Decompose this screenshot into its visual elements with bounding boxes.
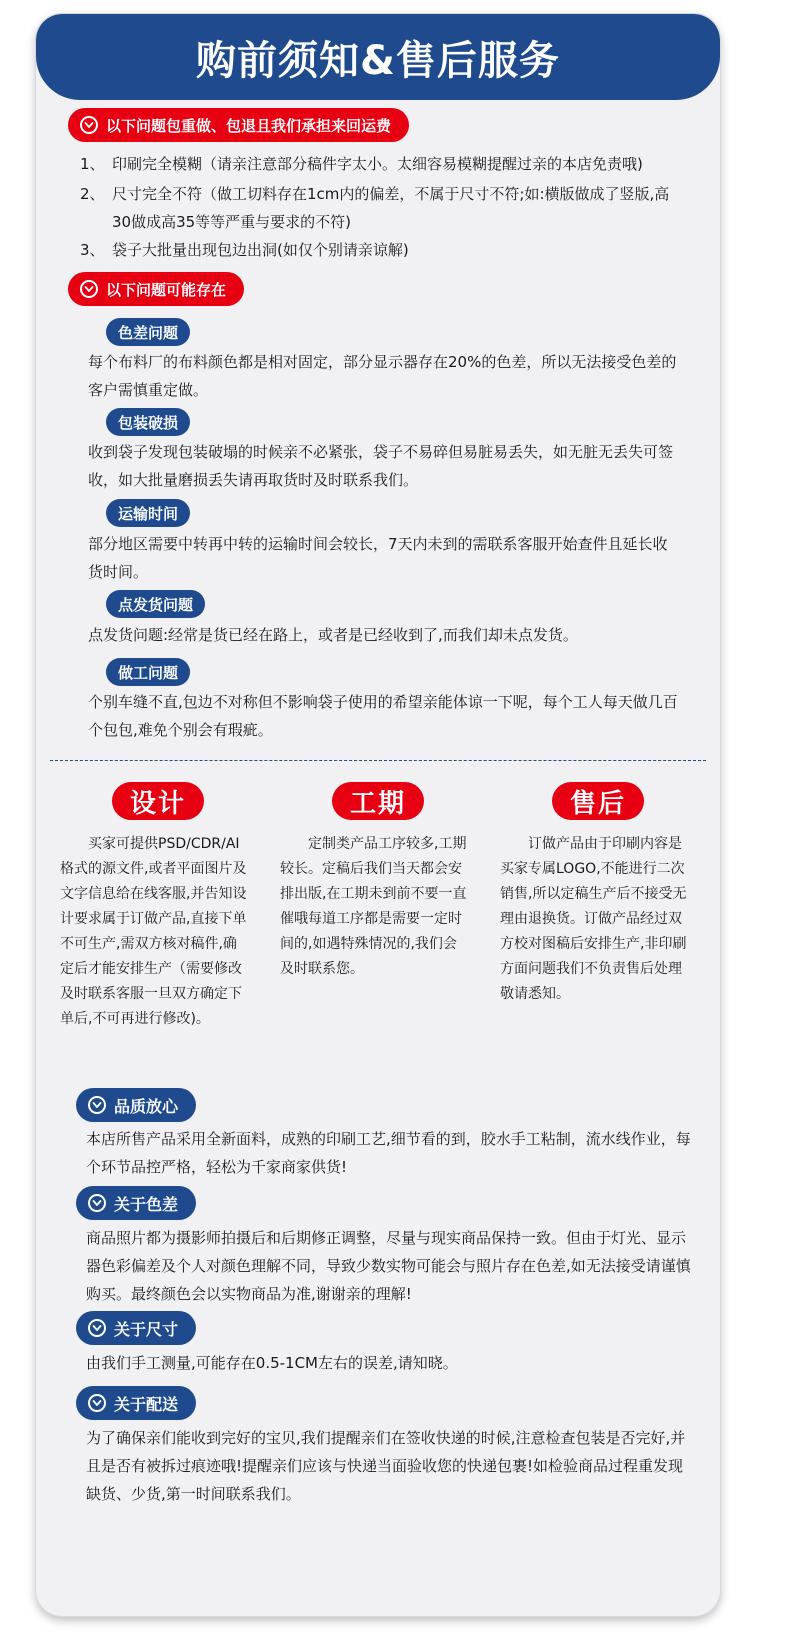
chevron-down-icon <box>88 1394 106 1412</box>
section2-label-pill <box>68 272 244 306</box>
topic-text: 收到袋子发现包装破塌的时候亲不必紧张，袋子不易碎但易脏易丢失，如无脏无丢失可签收，如大批量磨损丢失请再取货时及时联系我们。 <box>88 443 674 489</box>
column-text-design: 买家可提供PSD/CDR/AI格式的源文件,或者平面图片及文字信息给在线客服,并告知设计要求属于订做产品,直接下单不可生产,需双方核对稿件,确定后才能安排生产（需要修改及时联系客服一旦双方确定下单后,不可再进行修改)。 <box>60 836 247 1027</box>
list-item <box>80 180 710 236</box>
topic-text: 部分地区需要中转再中转的运输时间会较长，7天内未到的需联系客服开始查件且延长收货时间。 <box>88 535 668 581</box>
topic-tag: 运输时间 <box>106 499 190 527</box>
topic-tag: 做工问题 <box>106 658 190 686</box>
topic-text: 个别车缝不直,包边不对称但不影响袋子使用的希望亲能体谅一下呢，每个工人每天做几百个包包,难免个别会有瑕疵。 <box>88 693 678 739</box>
topic-text: 每个布料厂的布料颜色都是相对固定，部分显示器存在20%的色差，所以无法接受色差的客户需慎重定做。 <box>88 353 677 399</box>
section1-label: 以下问题包重做、包退且我们承担来回运费 <box>106 116 392 135</box>
column-text-schedule: 定制类产品工序较多,工期较长。定稿后我们当天都会安排出版,在工期未到前不要一直催哦每道工序都是需要一定时间的,如遇特殊情况的,我们会及时联系您。 <box>280 836 467 977</box>
service-text: 由我们手工测量,可能存在0.5-1CM左右的误差,请知晓。 <box>86 1354 458 1372</box>
chevron-down-icon <box>80 280 98 298</box>
chevron-down-icon <box>88 1096 106 1114</box>
topic-tag: 包装破损 <box>106 408 190 436</box>
list-item-number: 1、 <box>80 155 105 173</box>
chevron-down-icon <box>88 1319 106 1337</box>
guarantee-list <box>80 150 710 264</box>
service-label: 品质放心 <box>114 1096 179 1116</box>
service-text: 本店所售产品采用全新面料，成熟的印刷工艺,细节看的到，胶水手工粘制，流水线作业，每个环节品控严格，轻松为千家商家供货! <box>86 1130 691 1176</box>
topic-tag: 色差问题 <box>106 318 190 346</box>
column-title-design: 设计 <box>112 782 204 820</box>
service-label: 关于尺寸 <box>114 1319 179 1339</box>
list-item-number: 2、 <box>80 185 105 203</box>
list-item-text: 袋子大批量出现包边出洞(如仅个别请亲谅解) <box>112 241 409 259</box>
service-label: 关于色差 <box>114 1194 179 1214</box>
chevron-down-icon <box>88 1194 106 1212</box>
title-banner <box>36 14 720 100</box>
topic-text: 点发货问题:经常是货已经在路上，或者是已经收到了,而我们却未点发货。 <box>88 626 578 644</box>
service-text: 为了确保亲们能收到完好的宝贝,我们提醒亲们在签收快递的时候,注意检查包装是否完好,并且是否有被拆过痕迹哦!提醒亲们应该与快递当面验收您的快递包裹!如检验商品过程重发现缺货、少货,第一时间联系我们。 <box>86 1429 686 1503</box>
list-item <box>80 236 710 264</box>
chevron-down-icon <box>80 116 98 134</box>
list-item <box>80 150 710 178</box>
list-item-number: 3、 <box>80 241 105 259</box>
page-title: 购前须知&售后服务 <box>196 37 560 84</box>
service-pill-quality <box>76 1088 196 1122</box>
service-text: 商品照片都为摄影师拍摄后和后期修正调整，尽量与现实商品保持一致。但由于灯光、显示器色彩偏差及个人对颜色理解不同，导致少数实物可能会与照片存在色差,如无法接受请谨慎购买。最终颜色会以实物商品为准,谢谢亲的理解! <box>86 1229 691 1303</box>
section1-label-pill <box>68 108 409 142</box>
notice-card <box>36 14 720 1616</box>
dashed-divider <box>50 760 706 761</box>
list-item-text: 印刷完全模糊（请亲注意部分稿件字太小。太细容易模糊提醒过亲的本店免责哦) <box>112 155 643 173</box>
column-text-aftersales: 订做产品由于印刷内容是买家专属LOGO,不能进行二次销售,所以定稿生产后不接受无理由退换货。订做产品经过双方校对图稿后安排生产,非印刷方面问题我们不负责售后处理敬请悉知。 <box>500 836 687 1002</box>
column-title-aftersales: 售后 <box>552 782 644 820</box>
column-title-schedule: 工期 <box>332 782 424 820</box>
service-pill-delivery <box>76 1386 196 1420</box>
service-label: 关于配送 <box>114 1394 179 1414</box>
section2-label: 以下问题可能存在 <box>106 280 227 299</box>
service-pill-size <box>76 1311 196 1345</box>
service-pill-color <box>76 1186 196 1220</box>
topic-tag: 点发货问题 <box>106 590 205 618</box>
list-item-text: 尺寸完全不符（做工切料存在1cm内的偏差，不属于尺寸不符;如:横版做成了竖版,高30做成高35等等严重与要求的不符) <box>112 185 670 231</box>
